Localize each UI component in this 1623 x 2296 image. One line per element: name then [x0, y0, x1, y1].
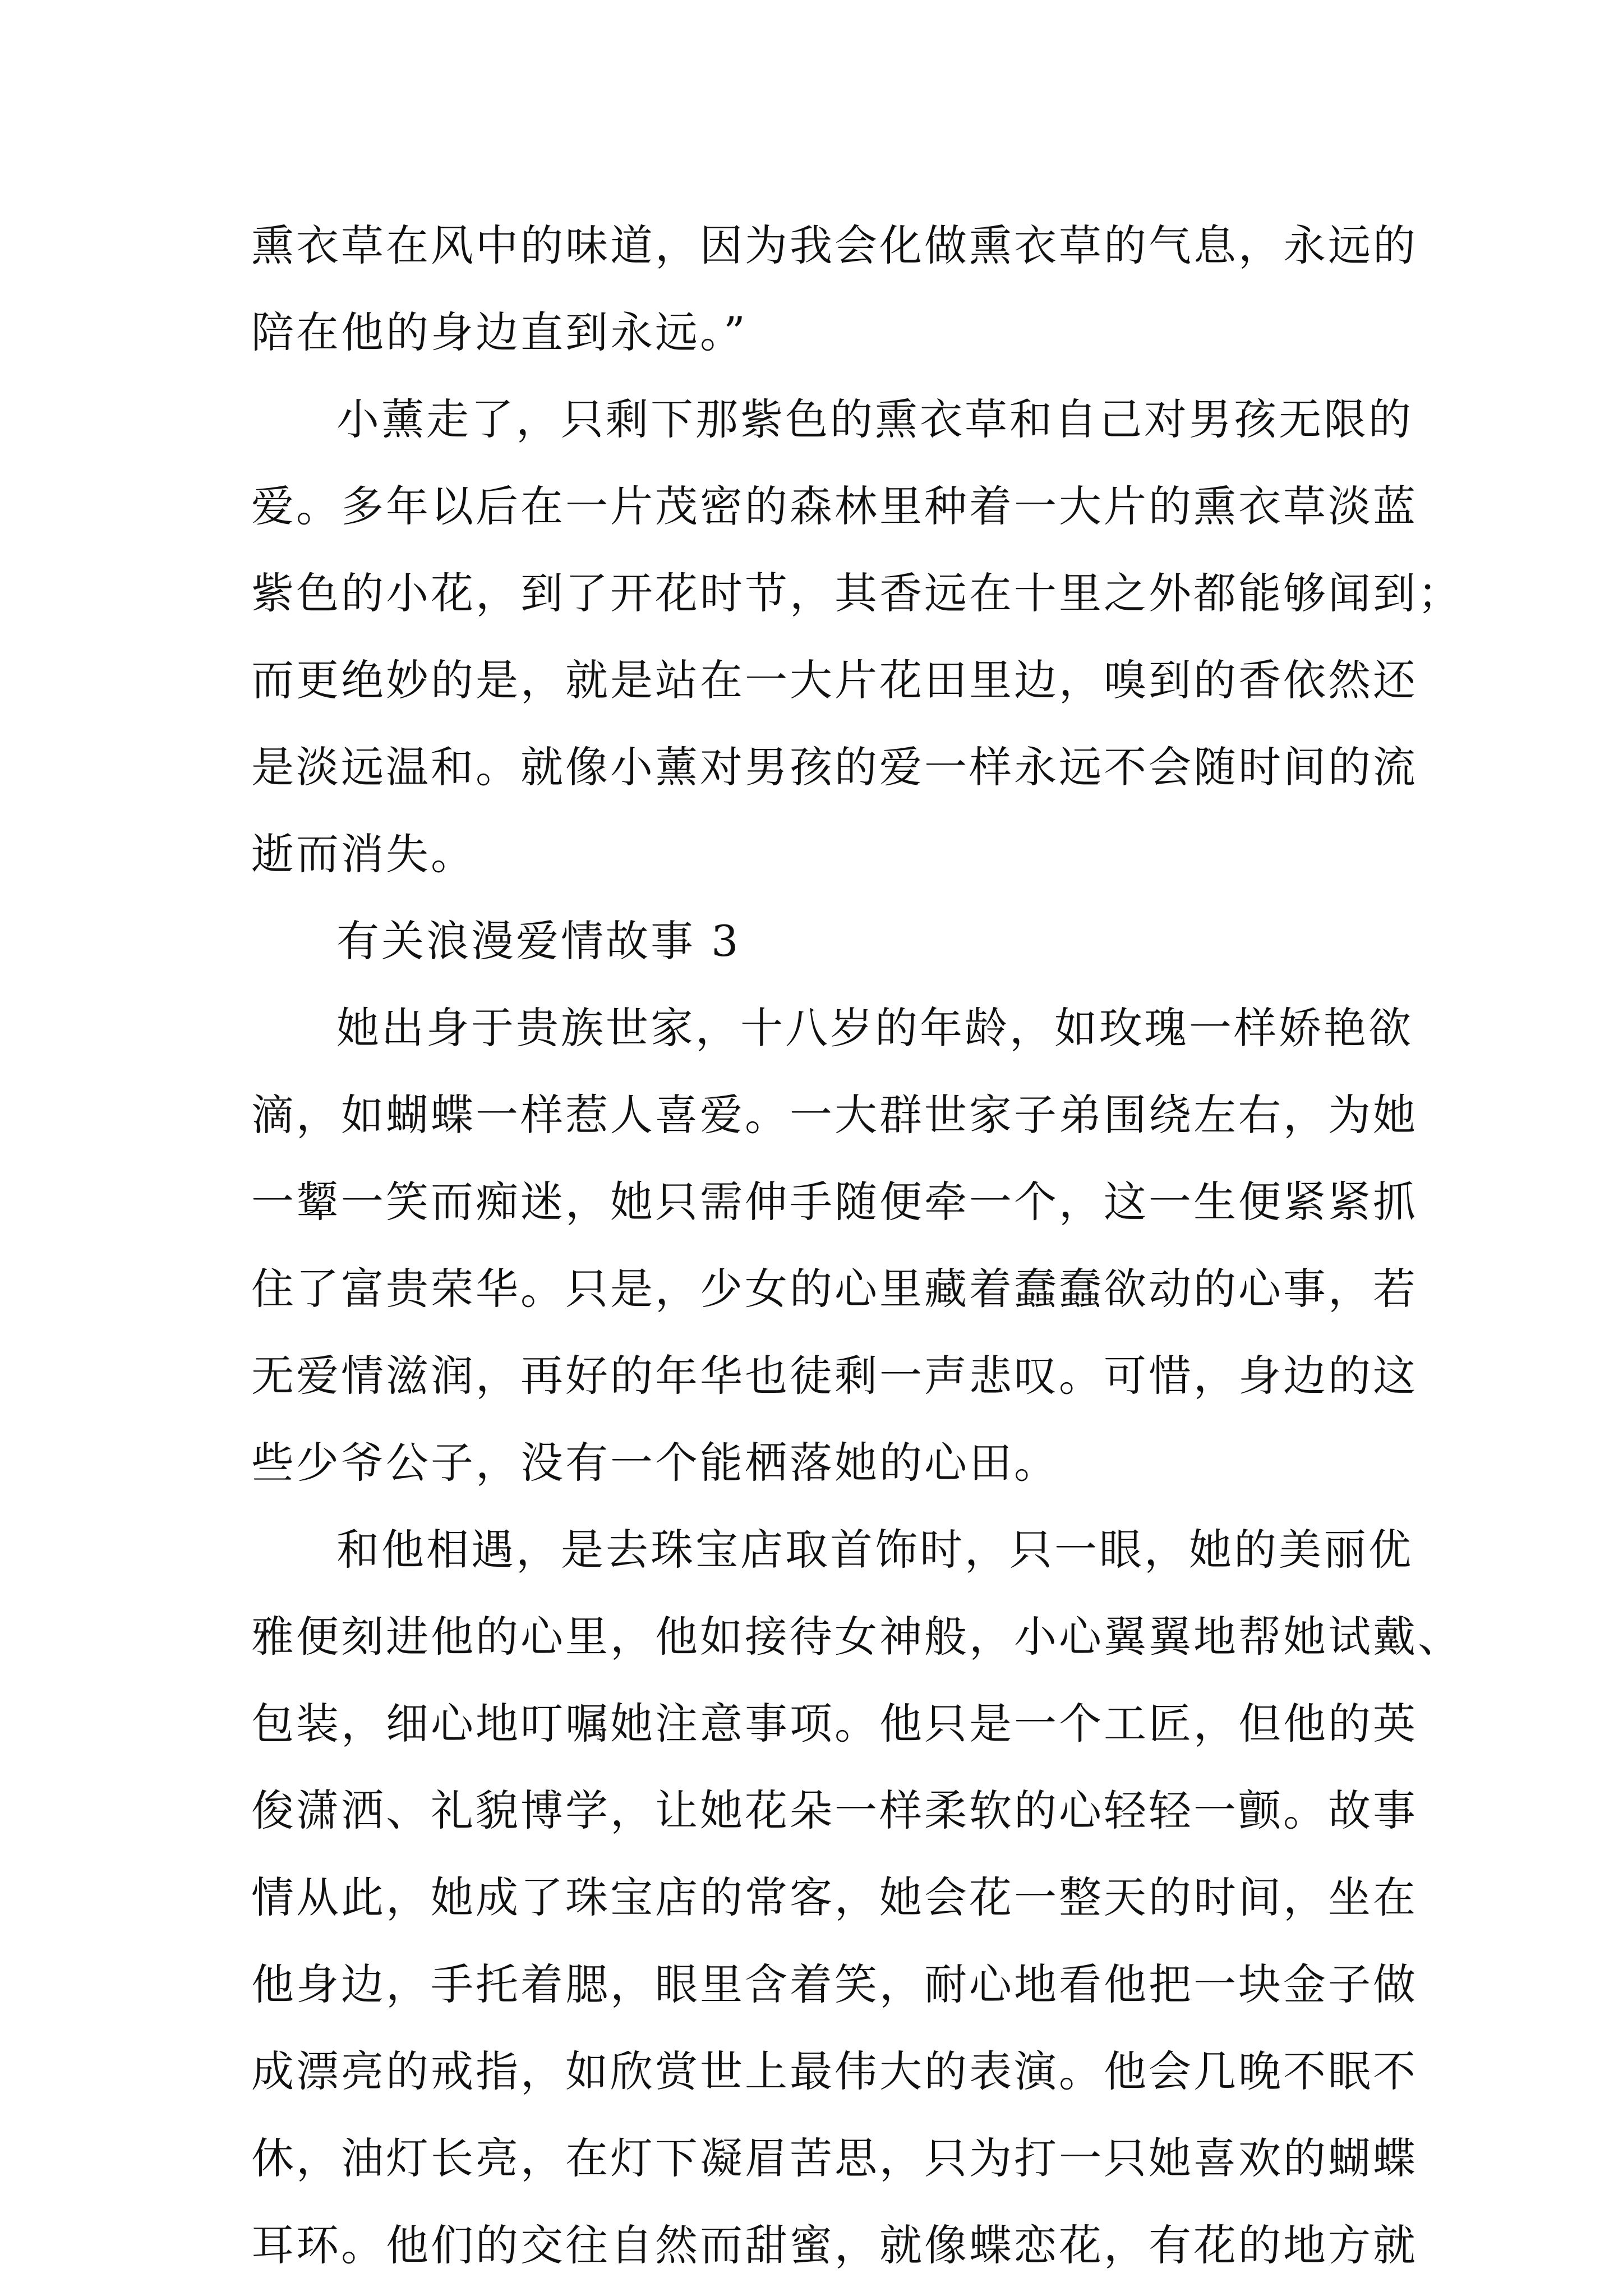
text-line: 熏衣草在风中的味道，因为我会化做熏衣草的气息，永远的: [251, 220, 1418, 270]
text-line: 是淡远温和。就像小薰对男孩的爱一样永远不会随时间的流: [251, 742, 1418, 792]
text-line: 俊潇洒、礼貌博学，让她花朵一样柔软的心轻轻一颤。故事: [251, 1786, 1418, 1835]
text-line: 情从此，她成了珠宝店的常客，她会花一整天的时间，坐在: [251, 1872, 1418, 1922]
text-line: 紫色的小花，到了开花时节，其香远在十里之外都能够闻到；: [251, 568, 1463, 618]
text-line: 而更绝妙的是，就是站在一大片花田里边，嗅到的香依然还: [251, 655, 1418, 705]
document-body: [251, 202, 1463, 2289]
text-line: 逝而消失。: [251, 829, 476, 879]
paragraph-start-line: 她出身于贵族世家，十八岁的年龄，如玫瑰一样娇艳欲: [336, 1003, 1413, 1053]
section-heading: 有关浪漫爱情故事 3: [336, 916, 741, 966]
text-line: 雅便刻进他的心里，他如接待女神般，小心翼翼地帮她试戴、: [251, 1612, 1463, 1662]
text-line: 滴，如蝴蝶一样惹人喜爱。一大群世家子弟围绕左右，为她: [251, 1090, 1418, 1140]
text-line: 休，油灯长亮，在灯下凝眉苦思，只为打一只她喜欢的蝴蝶: [251, 2133, 1418, 2183]
text-line: 成漂亮的戒指，如欣赏世上最伟大的表演。他会几晚不眠不: [251, 2046, 1418, 2096]
text-line: 爱。多年以后在一片茂密的森林里种着一大片的熏衣草淡蓝: [251, 481, 1418, 531]
text-line: 陪在他的身边直到永远。”: [251, 307, 748, 357]
text-line: 些少爷公子，没有一个能栖落她的心田。: [251, 1438, 1059, 1488]
text-line: 住了富贵荣华。只是，少女的心里藏着蠢蠢欲动的心事，若: [251, 1264, 1418, 1314]
text-line: 他身边，手托着腮，眼里含着笑，耐心地看他把一块金子做: [251, 1959, 1418, 2009]
paragraph-start-line: 小薰走了，只剩下那紫色的熏衣草和自己对男孩无限的: [336, 394, 1413, 444]
paragraph-start-line: 和他相遇，是去珠宝店取首饰时，只一眼，她的美丽优: [336, 1525, 1413, 1575]
text-line: 一颦一笑而痴迷，她只需伸手随便牵一个，这一生便紧紧抓: [251, 1177, 1418, 1227]
text-line: 无爱情滋润，再好的年华也徒剩一声悲叹。可惜，身边的这: [251, 1351, 1418, 1401]
text-line: 耳环。他们的交往自然而甜蜜，就像蝶恋花，有花的地方就: [251, 2220, 1418, 2270]
text-line: 包装，细心地叮嘱她注意事项。他只是一个工匠，但他的英: [251, 1699, 1418, 1749]
